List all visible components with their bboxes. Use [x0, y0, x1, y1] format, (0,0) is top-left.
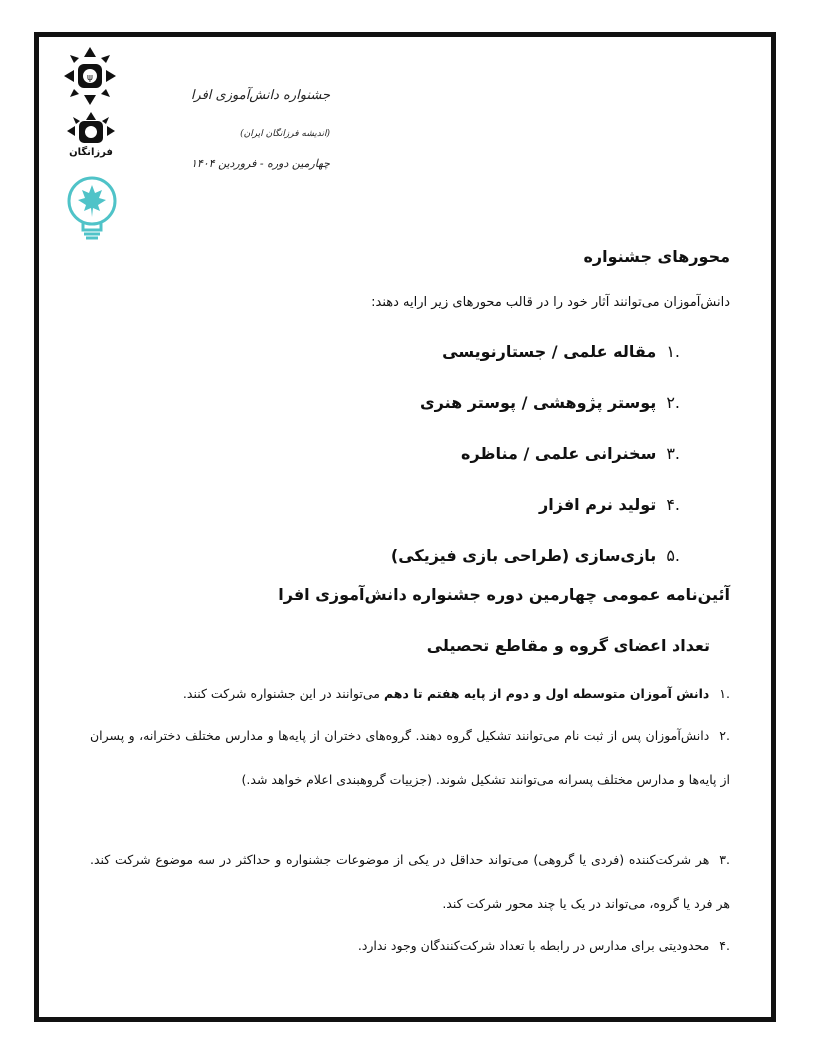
festival-name: جشنواره دانش‌آموزی افرا: [190, 88, 330, 103]
farzanegan-logo: [64, 111, 118, 158]
rule-number: .۳: [719, 852, 730, 867]
rule-text: محدودیتی برای مدارس در رابطه با تعداد شرکت‌کنندگان وجود ندارد.: [357, 938, 710, 953]
axes-section-title: محورهای جشنواره: [583, 247, 730, 266]
festival-edition: چهارمین دوره - فروردین ۱۴۰۴: [190, 157, 330, 170]
farzanegan-logo-text: فرزانگان: [69, 147, 113, 158]
rule-bold-text: دانش آموزان متوسطه اول و دوم از پایه هفتم تا دهم: [383, 686, 710, 701]
axes-intro: دانش‌آموزان می‌توانند آثار خود را در قالب محورهای زیر ارایه دهند:: [371, 295, 730, 310]
list-item-label: پوستر پژوهشی / پوستر هنری: [419, 393, 657, 412]
list-item-number: .۵: [666, 546, 680, 565]
list-item-label: تولید نرم افزار: [539, 495, 657, 514]
list-item-number: .۳: [666, 444, 680, 463]
list-item: [391, 434, 680, 485]
rule-paragraph-2: [90, 714, 730, 802]
list-item-number: .۴: [666, 495, 680, 514]
rule-text: هر شرکت‌کننده (فردی یا گروهی) می‌تواند حداقل در یکی از موضوعات جشنواره و حداکثر در سه موضوع شرکت کند. هر فرد یا گروه، می‌تواند در یک یا چند محور شرکت کند.: [90, 852, 730, 911]
festival-subtitle: (اندیشه فرزانگان ایران): [240, 129, 330, 139]
list-item-label: سخنرانی علمی / مناظره: [461, 444, 657, 463]
emblem-logo-icon: [62, 45, 118, 107]
festival-header: [191, 88, 330, 170]
list-item-label: مقاله علمی / جستارنویسی: [442, 342, 657, 361]
rule-number: .۱: [719, 686, 730, 701]
rule-number: .۲: [719, 728, 730, 743]
list-item-number: .۲: [666, 393, 680, 412]
svg-text:ψ: ψ: [87, 73, 93, 83]
rule-number: .۴: [719, 938, 730, 953]
list-item: [391, 332, 680, 383]
list-item: [391, 485, 680, 536]
rule-paragraph-4: [90, 924, 730, 968]
rule-text: دانش‌آموزان پس از ثبت نام می‌توانند تشکیل گروه دهند. گروه‌های دختران از پایه‌ها و مدارس مختلف دخترانه، و پسران از پایه‌ها و مدارس مختلف پسرانه می‌توانند تشکیل شوند. (جزییات گروهبندی اعلام خواهد شد.): [90, 728, 730, 787]
rule-paragraph-1: [90, 672, 730, 716]
list-item: [391, 536, 680, 587]
maple-leaf-bulb-icon: [66, 175, 118, 245]
rules-title: آئین‌نامه عمومی چهارمین دوره جشنواره دانش‌آموزی افرا: [278, 585, 730, 604]
rule-paragraph-3: [90, 838, 730, 926]
rule-text: می‌توانند در این جشنواره شرکت کنند.: [182, 686, 384, 701]
list-item-label: بازی‌سازی (طراحی بازی فیزیکی): [390, 546, 657, 565]
list-item: [391, 383, 680, 434]
rules-subtitle: تعداد اعضای گروه و مقاطع تحصیلی: [426, 636, 710, 655]
axes-list: [391, 332, 680, 587]
list-item-number: .۱: [666, 342, 680, 361]
farzanegan-emblem-icon: [64, 111, 118, 145]
